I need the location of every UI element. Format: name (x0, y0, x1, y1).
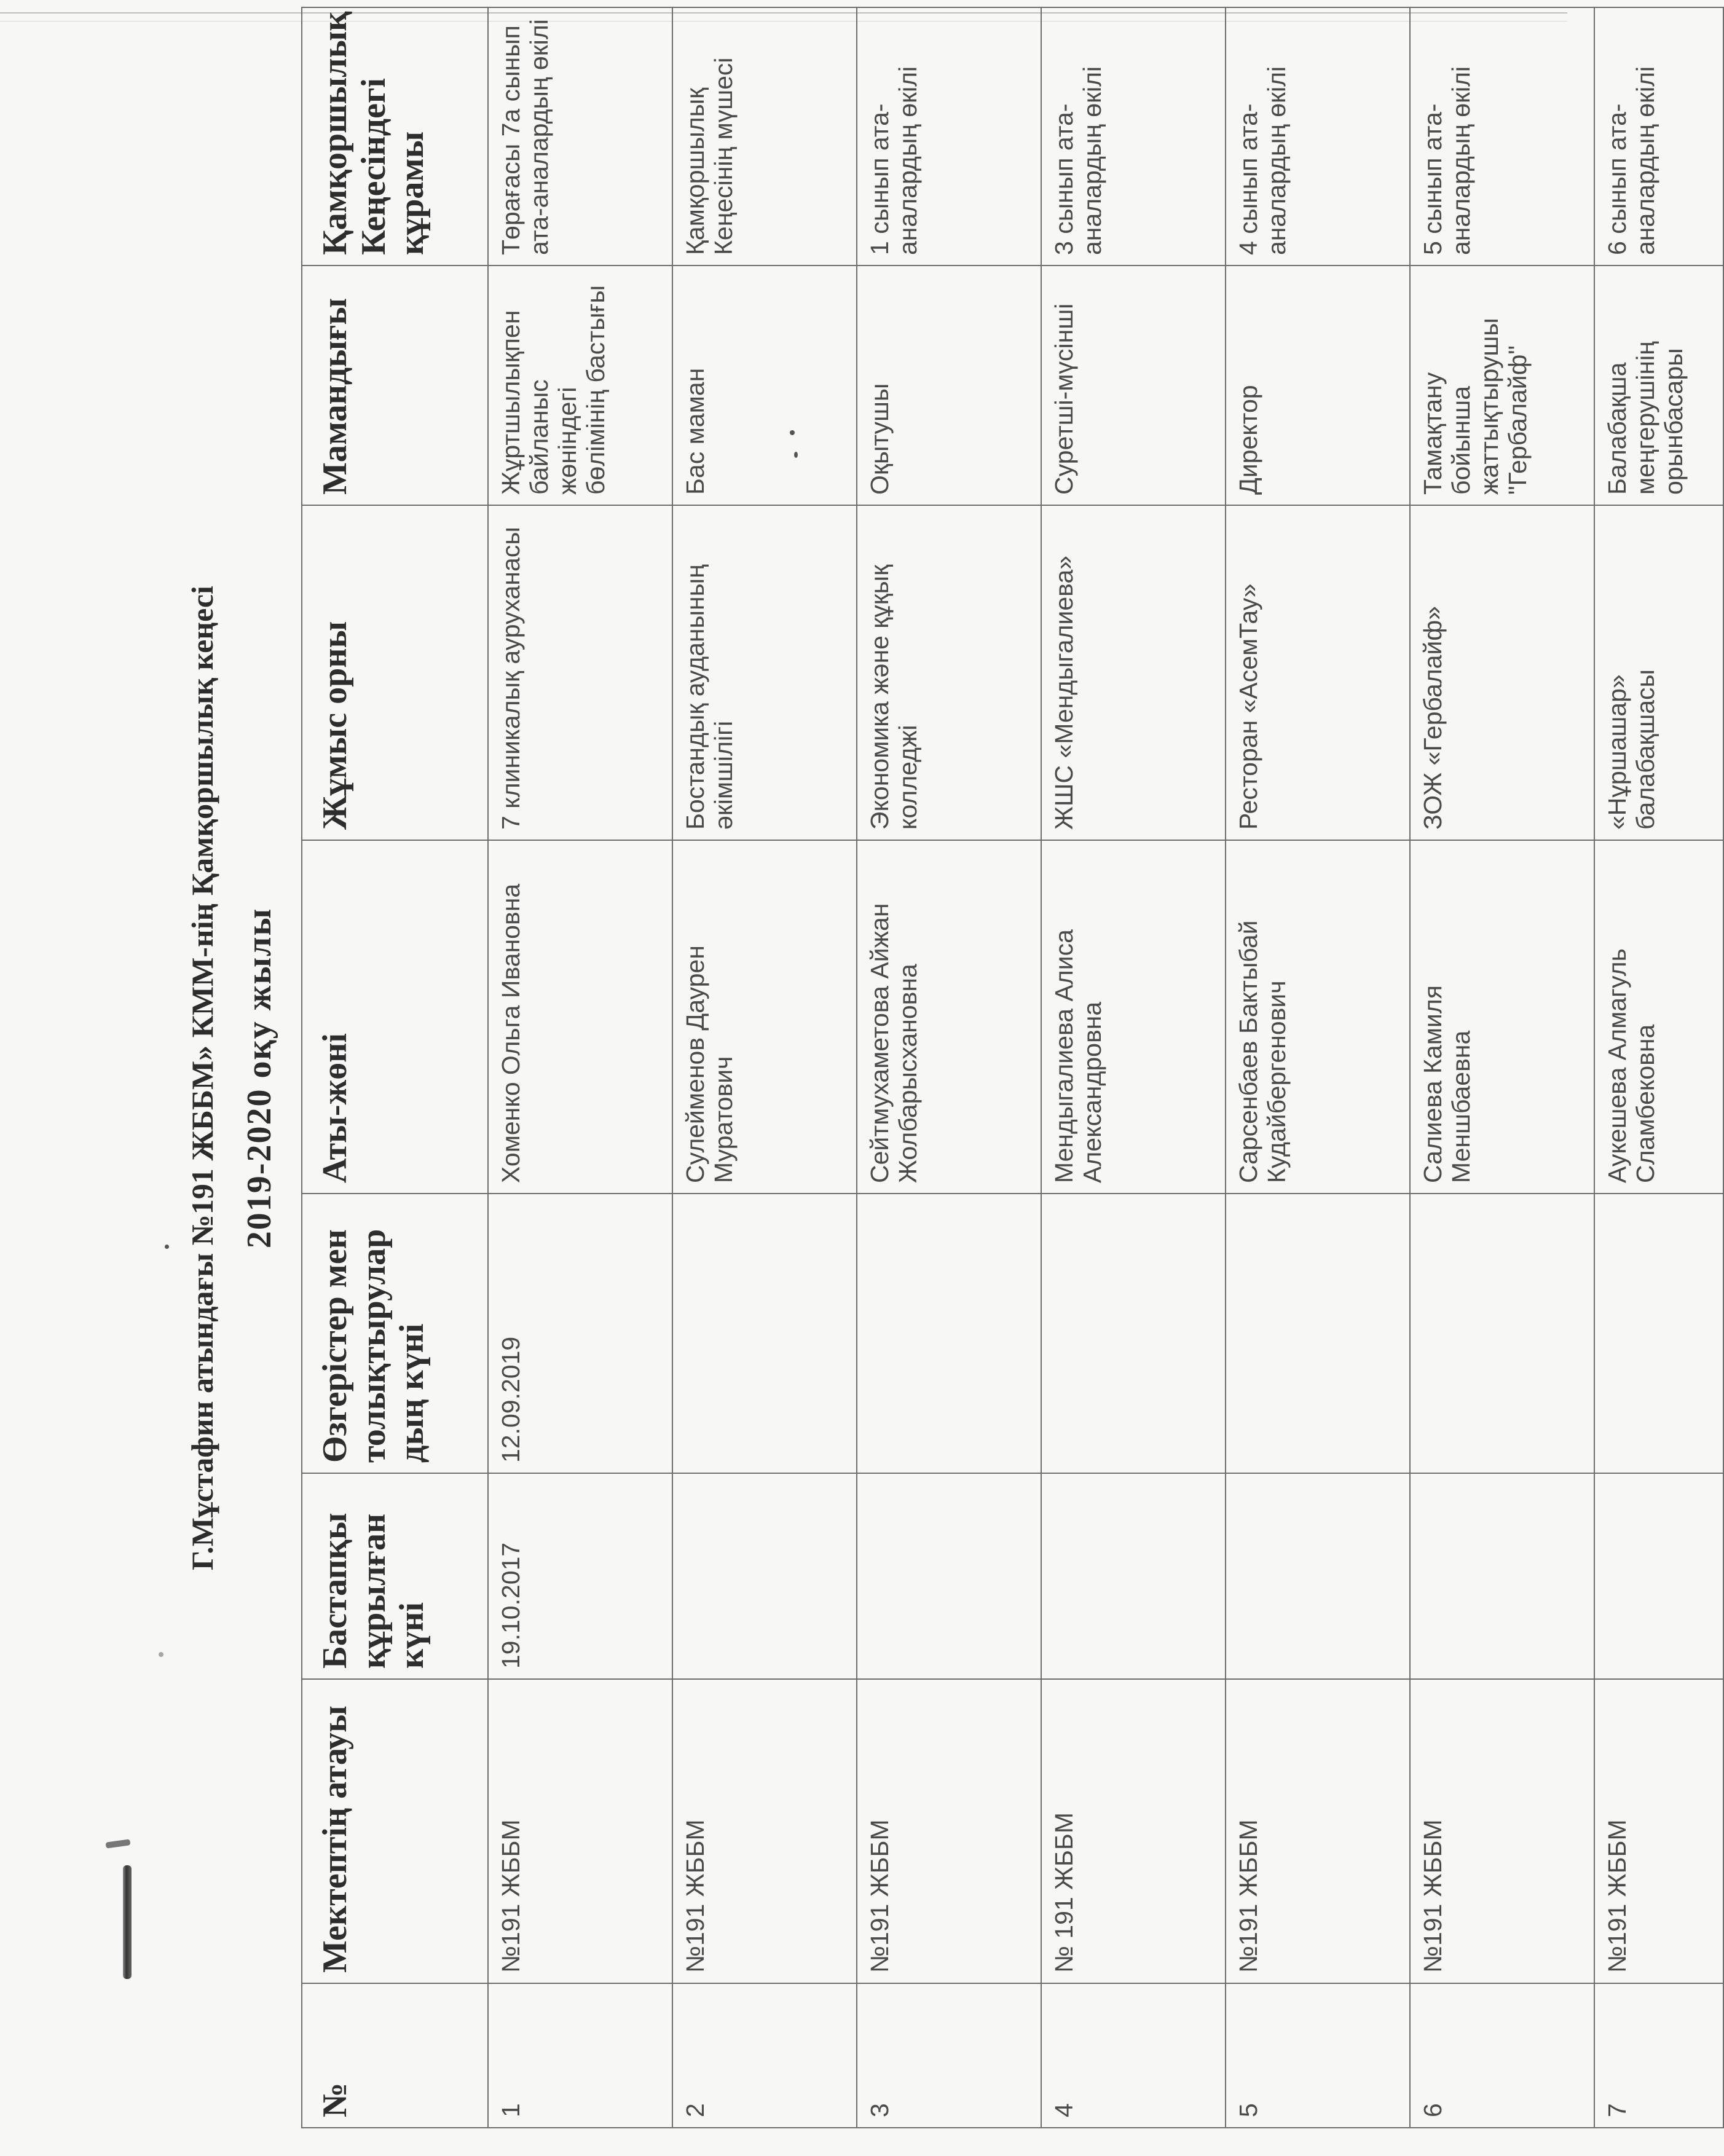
document-title: Г.Мұстафин атындағы №191 ЖББМ» КММ-нің Қамқоршылық кеңесі (185, 586, 219, 1570)
cell-profession: Бас маман (672, 266, 857, 505)
cell-profession: Балабақша меңгерушінің орынбасары (1594, 266, 1723, 505)
cell-num: 6 (1410, 1983, 1594, 2128)
cell-initial-date (1226, 1473, 1410, 1679)
cell-workplace: «Нұршашар» балабақшасы (1594, 505, 1723, 840)
header-role: Қамқоршылық Кеңесіндегі құрамы (302, 7, 488, 266)
table-row (1410, 7, 1594, 2128)
cell-num: 7 (1594, 1983, 1723, 2128)
cell-role: 1 сынып ата-аналардың өкілі (857, 7, 1041, 266)
cell-profession: Суретші-мүсінші (1041, 266, 1226, 505)
cell-role: 4 сынып ата-аналардың өкілі (1226, 7, 1410, 266)
cell-initial-date (857, 1473, 1041, 1679)
table-row (1226, 7, 1410, 2128)
cell-role: 3 сынып ата-аналардың өкілі (1041, 7, 1226, 266)
table-row (857, 7, 1041, 2128)
cell-change-date (857, 1194, 1041, 1473)
cell-role: 5 сынып ата-аналардың өкілі (1410, 7, 1594, 266)
cell-profession: Жұртшылықпен байланыс жөніндегі бөлімінің бастығы (488, 266, 672, 505)
table-row (488, 7, 672, 2128)
cell-initial-date (1041, 1473, 1226, 1679)
table-header-row (302, 7, 488, 2128)
cell-num: 5 (1226, 1983, 1410, 2128)
cell-num: 3 (857, 1983, 1041, 2128)
cell-school: №191 ЖББМ (672, 1679, 857, 1983)
cell-num: 1 (488, 1983, 672, 2128)
cell-workplace: Бостандық ауданының әкімшілігі (672, 505, 857, 840)
cell-school: №191 ЖББМ (488, 1679, 672, 1983)
cell-school: №191 ЖББМ (1594, 1679, 1723, 1983)
table-row (1041, 7, 1226, 2128)
academic-year: 2019-2020 оқу жылы (240, 907, 278, 1249)
cell-change-date: 12.09.2019 (488, 1194, 672, 1473)
cell-change-date (672, 1194, 857, 1473)
cell-profession: Тамақтану бойынша жаттықтырушы "Гербалайф" (1410, 266, 1594, 505)
cell-role: Қамқоршылық Кеңесінің мүшесі (672, 7, 857, 266)
cell-role: Төрағасы 7а сынып ата-аналардың өкілі (488, 7, 672, 266)
header-name: Аты-жөні (302, 840, 488, 1194)
cell-initial-date (1410, 1473, 1594, 1679)
cell-school: №191 ЖББМ (1410, 1679, 1594, 1983)
cell-workplace: Экономика және құқық колледжі (857, 505, 1041, 840)
cell-workplace: ЗОЖ «Гербалайф» (1410, 505, 1594, 840)
cell-school: № 191 ЖББМ (1041, 1679, 1226, 1983)
cell-workplace: 7 клиникалық ауруханасы (488, 505, 672, 840)
cell-role: 6 сынып ата-аналардың өкілі (1594, 7, 1723, 266)
cell-change-date (1041, 1194, 1226, 1473)
cell-name: Мендыгалиева Алиса Александровна (1041, 840, 1226, 1194)
cell-workplace: ЖШС «Мендыгалиева» (1041, 505, 1226, 840)
cell-num: 2 (672, 1983, 857, 2128)
cell-initial-date (1594, 1473, 1723, 1679)
table-row (672, 7, 857, 2128)
cell-change-date (1410, 1194, 1594, 1473)
cell-profession: Директор (1226, 266, 1410, 505)
cell-name: Салиева Камиля Меншбаевна (1410, 840, 1594, 1194)
cell-initial-date: 19.10.2017 (488, 1473, 672, 1679)
header-change-date: Өзгерістер мен толықтырулар дың күні (302, 1194, 488, 1473)
cell-num: 4 (1041, 1983, 1226, 2128)
header-school: Мектептің атауы (302, 1679, 488, 1983)
cell-name: Хоменко Ольга Ивановна (488, 840, 672, 1194)
cell-school: №191 ЖББМ (857, 1679, 1041, 1983)
cell-name: Сарсенбаев Бактыбай Кудайбергенович (1226, 840, 1410, 1194)
cell-change-date (1226, 1194, 1410, 1473)
table-row (1594, 7, 1723, 2128)
cell-school: №191 ЖББМ (1226, 1679, 1410, 1983)
cell-profession: Оқытушы (857, 266, 1041, 505)
cell-change-date (1594, 1194, 1723, 1473)
cell-workplace: Ресторан «АсемТау» (1226, 505, 1410, 840)
header-num: № (302, 1983, 488, 2128)
cell-name: Аукешева Алмагуль Сламбековна (1594, 840, 1723, 1194)
council-members-table (301, 7, 1724, 2128)
cell-name: Сулейменов Даурен Муратович (672, 840, 857, 1194)
header-initial-date: Бастапқы құрылған күні (302, 1473, 488, 1679)
header-profession: Мамандығы (302, 266, 488, 505)
cell-initial-date (672, 1473, 857, 1679)
header-workplace: Жұмыс орны (302, 505, 488, 840)
cell-name: Сейтмухаметова Айжан Жолбарысхановна (857, 840, 1041, 1194)
